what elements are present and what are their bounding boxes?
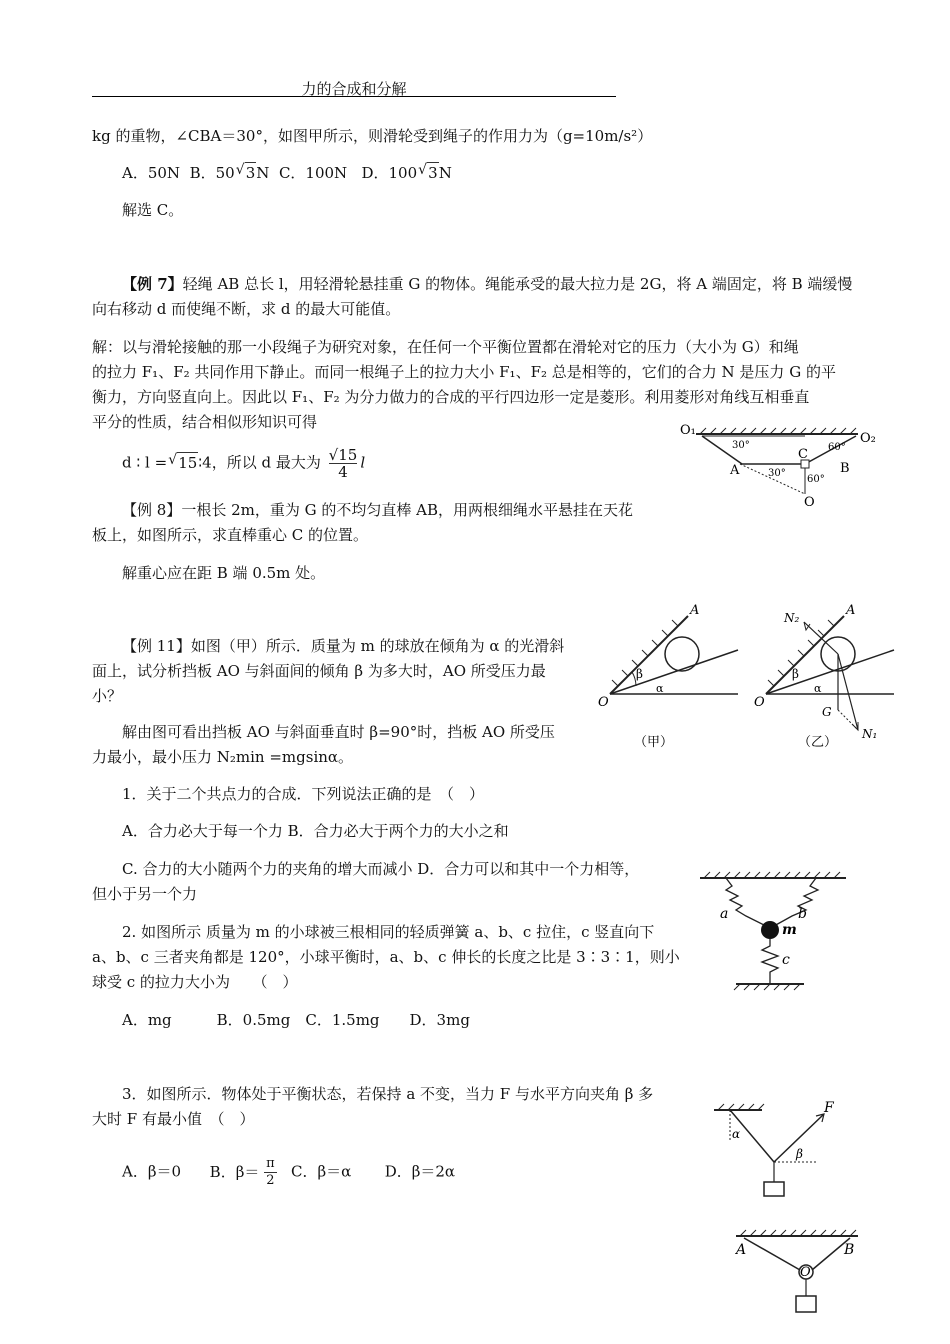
ex6-answer: 解选 C。: [122, 201, 184, 219]
ex11-solution-line1: 解由图可看出挡板 AO 与斜面垂直时 β=90°时，挡板 AO 所受压: [122, 723, 555, 741]
springs-label-b: b: [798, 906, 807, 922]
pulley-figure: [732, 1226, 862, 1326]
ex11a-label-alpha: α: [656, 682, 664, 695]
ex7-solution-line3: 衡力，方向竖直向上。因此以 F₁、F₂ 为分力做力的合成的平行四边形一定是菱形。利用菱形对角线互相垂直: [92, 388, 810, 406]
ex8-question-line2: 板上，如图所示，求直棒重心 C 的位置。: [92, 526, 369, 544]
page-header: 力的合成和分解: [301, 80, 407, 98]
q2-springs-figure: [696, 868, 856, 998]
ex11b-label-g: G: [822, 705, 832, 719]
ex6-question-tail: kg 的重物，∠CBA＝30°，如图甲所示，则滑轮受到绳子的作用力为（g=10m/s²）: [92, 127, 653, 145]
ex7-result: d ∶ l =√ 15∶4，所以 d 最大为 $\frac{√15}{4}$ l: [122, 447, 365, 480]
ex7-angle-30-bottom: 30°: [768, 468, 786, 479]
q3-label-alpha: α: [732, 1127, 741, 1141]
q1-stem: 1．关于二个共点力的合成．下列说法正确的是 （ ）: [122, 785, 485, 803]
ex11a-label-o: O: [598, 695, 609, 710]
q1-options-cd-line2: 但小于另一个力: [92, 885, 198, 903]
ex7-label-o2: O₂: [860, 431, 876, 446]
q2-stem-line2: a、b、c 三者夹角都是 120°，小球平衡时，a、b、c 伸长的长度之比是 3∶3∶1，则小: [92, 948, 680, 966]
pulley-label-a: A: [736, 1242, 747, 1258]
ex6-option-d: D．100√ 3N: [361, 164, 451, 182]
ex7-solution-line2: 的拉力 F₁、F₂ 共同作用下静止。而同一根绳子上的拉力大小 F₁、F₂ 总是相等的，它们的合力 N 是压力 G 的平: [92, 363, 836, 381]
q3-label-beta: β: [796, 1147, 803, 1161]
ex11-question-line1: 【例 11】如图（甲）所示．质量为 m 的球放在倾角为 α 的光滑斜: [122, 637, 565, 655]
ex6-option-a: A．50N: [122, 164, 181, 182]
ex7-label-o: O: [804, 495, 815, 510]
ex6-option-b: B．50√ 3N: [190, 164, 270, 182]
ex11b-label-n2: N₂: [784, 611, 800, 625]
ex7-label-b: B: [840, 461, 850, 476]
ex6-option-c: C．100N: [278, 164, 348, 182]
ex7-angle-60-top: 60°: [828, 442, 846, 453]
ex11-figure-b: [754, 598, 904, 758]
ex11-question-line2: 面上，试分析挡板 AO 与斜面间的倾角 β 为多大时，AO 所受压力最: [92, 662, 546, 680]
ex7-solution-line4: 平分的性质，结合相似形知识可得: [92, 413, 318, 431]
ex7-solution-line1: 解：以与滑轮接触的那一小段绳子为研究对象，在任何一个平衡位置都在滑轮对它的压力（大小为 G）和绳: [92, 338, 799, 356]
q3-figure: [712, 1100, 852, 1205]
ex11a-label-a: A: [690, 603, 700, 618]
ex7-label-o1: O₁: [680, 423, 696, 438]
q2-stem-line1: 2. 如图所示 质量为 m 的小球被三根相同的轻质弹簧 a、b、c 拉住，c 竖直向下: [122, 923, 655, 941]
ex6-options: [122, 162, 452, 183]
ex8-question-line1: 【例 8】一根长 2m，重为 G 的不均匀直棒 AB，用两根细绳水平悬挂在天花: [122, 501, 633, 519]
ex11b-label-o: O: [754, 695, 765, 710]
ex11-figure-a: [598, 598, 748, 758]
q3-stem-line2: 大时 F 有最小值 （ ）: [92, 1110, 255, 1128]
ex11b-label-beta: β: [792, 667, 799, 681]
ex11b-label-a: A: [846, 603, 856, 618]
ex11b-caption: （乙）: [798, 735, 838, 750]
q3-stem-line1: 3．如图所示．物体处于平衡状态，若保持 a 不变，当力 F 与水平方向夹角 β 多: [122, 1085, 654, 1103]
ex7-angle-60-bottom: 60°: [807, 474, 825, 485]
q3-label-f: F: [824, 1100, 834, 1116]
ex7-label-a: A: [730, 463, 740, 478]
q2-options: A．mg B．0.5mg C．1.5mg D．3mg: [122, 1011, 470, 1029]
ex11a-caption: （甲）: [634, 735, 674, 750]
ex7-angle-30-top: 30°: [732, 440, 750, 451]
ex11-solution-line2: 力最小，最小压力 N₂min =mgsinα。: [92, 748, 354, 766]
ex11b-label-n1: N₁: [862, 727, 878, 741]
ex11a-label-beta: β: [636, 667, 643, 681]
header-rule: [92, 96, 616, 97]
pulley-label-b: B: [844, 1242, 855, 1258]
ex7-label-c: C: [798, 447, 808, 462]
pulley-label-o: O: [800, 1265, 811, 1280]
ex7-question-line1: 【例 7】轻绳 AB 总长 l，用轻滑轮悬挂重 G 的物体。绳能承受的最大拉力是 2G，将 A 端固定，将 B 端缓慢: [122, 275, 853, 293]
q3-option-c: C．β＝α: [291, 1162, 352, 1181]
ex11b-label-alpha: α: [814, 682, 822, 695]
q1-options-ab: A．合力必大于每一个力 B．合力必大于两个力的大小之和: [122, 822, 509, 840]
ex7-figure: [680, 420, 880, 510]
springs-label-c: c: [782, 952, 790, 968]
q2-stem-line3: 球受 c 的拉力大小为 （ ）: [92, 973, 298, 991]
q3-options: [122, 1156, 455, 1189]
ex7-question-line2: 向右移动 d 而使绳不断，求 d 的最大可能值。: [92, 300, 401, 318]
ex8-answer: 解重心应在距 B 端 0.5m 处。: [122, 564, 326, 582]
springs-label-m: m: [782, 922, 797, 938]
springs-label-a: a: [720, 906, 729, 922]
q3-option-b: B．β＝ $\frac{\pi}{2}$: [209, 1156, 275, 1188]
ex11-question-line3: 小？: [92, 687, 123, 705]
q1-options-cd-line1: C. 合力的大小随两个力的夹角的增大而减小 D．合力可以和其中一个力相等，: [122, 860, 640, 878]
q3-option-d: D．β＝2α: [384, 1162, 456, 1181]
q3-option-a: A．β＝0: [122, 1162, 182, 1181]
